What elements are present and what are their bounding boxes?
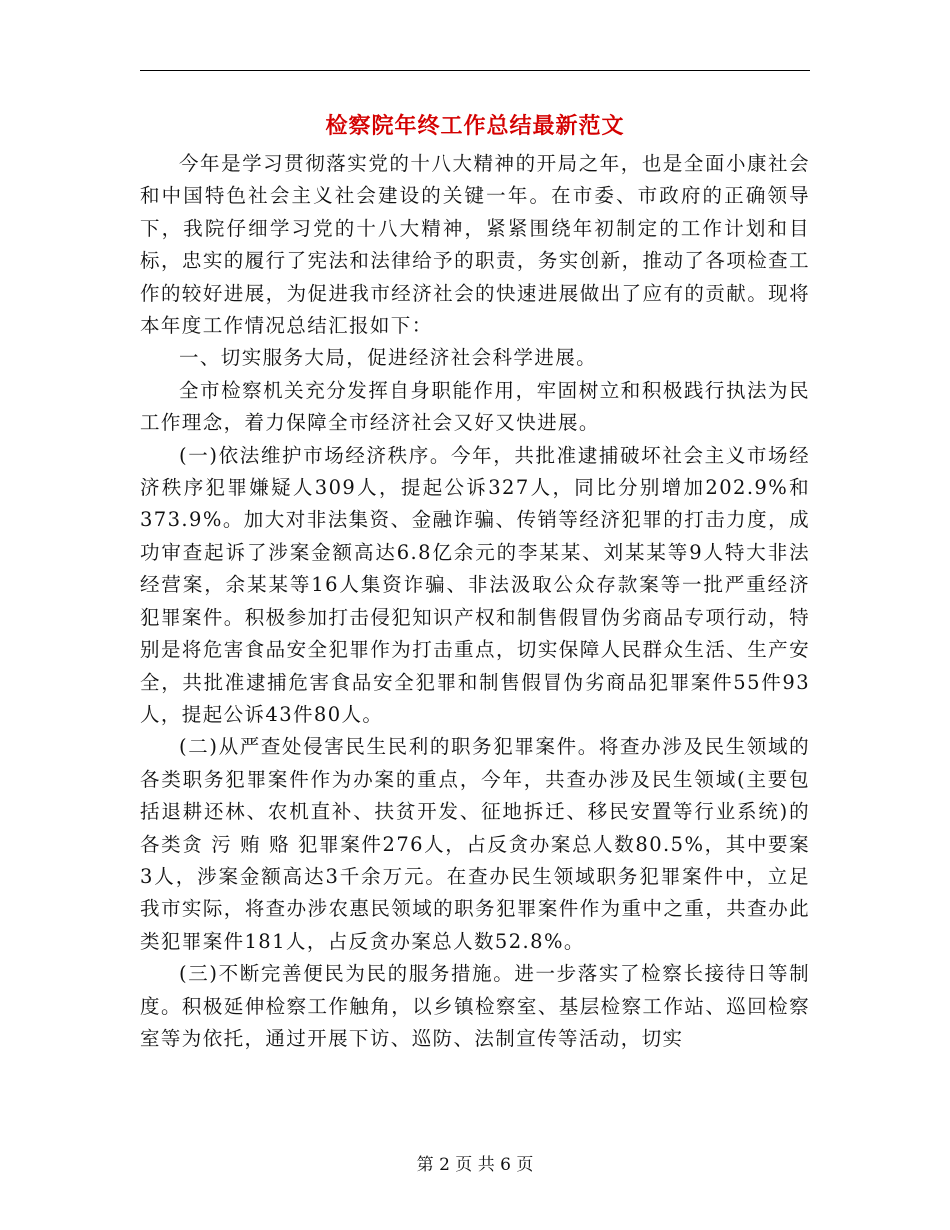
- paragraph-item-3: (三)不断完善便民为民的服务措施。进一步落实了检察长接待日等制度。积极延伸检察工作触角，以乡镇检察室、基层检察工作站、巡回检察室等为依托，通过开展下访、巡防、法制宣传等活动，切实: [140, 962, 810, 1050]
- paragraph-intro: 今年是学习贯彻落实党的十八大精神的开局之年，也是全面小康社会和中国特色社会主义社会建设的关键一年。在市委、市政府的正确领导下，我院仔细学习党的十八大精神，紧紧围绕年初制定的工作计划和目标，忠实的履行了宪法和法律给予的职责，务实创新，推动了各项检查工作的较好进展，为促进我市经济社会的快速进展做出了应有的贡献。现将本年度工作情况总结汇报如下：: [140, 152, 810, 338]
- page-number-footer: 第 2 页 共 6 页: [416, 1155, 534, 1175]
- paragraph-item-1: (一)依法维护市场经济秩序。今年，共批准逮捕破坏社会主义市场经济秩序犯罪嫌疑人309人，提起公诉327人，同比分别增加202.9%和373.9%。加大对非法集资、金融诈骗、传销等经济犯罪的打击力度，成功审查起诉了涉案金额高达6.8亿余元的李某某、刘某某等9人特大非法经营案，余某某等16人集资诈骗、非法汲取公众存款案等一批严重经济犯罪案件。积极参加打击侵犯知识产权和制售假冒伪劣商品专项行动，特别是将危害食品安全犯罪作为打击重点，切实保障人民群众生活、生产安全，共批准逮捕危害食品安全犯罪和制售假冒伪劣商品犯罪案件55件93人，提起公诉43件80人。: [140, 443, 810, 726]
- header-rule: [140, 70, 810, 71]
- paragraph-item-2: (二)从严查处侵害民生民利的职务犯罪案件。将查办涉及民生领域的各类职务犯罪案件作为办案的重点，今年，共查办涉及民生领域(主要包括退耕还林、农机直补、扶贫开发、征地拆迁、移民安置等行业系统)的各类贪 污 贿 赂 犯罪案件276人，占反贪办案总人数80.5%，其中要案3人，涉案金额高达3千余万元。在查办民生领域职务犯罪案件中，立足我市实际，将查办涉农惠民领域的职务犯罪案件作为重中之重，共查办此类犯罪案件181人，占反贪办案总人数52.8%。: [140, 735, 810, 953]
- document-title: 检察院年终工作总结最新范文: [325, 113, 625, 139]
- document-body: [140, 148, 810, 1055]
- paragraph-section-1: 全市检察机关充分发挥自身职能作用，牢固树立和积极践行执法为民工作理念，着力保障全市经济社会又好又快进展。: [140, 378, 810, 435]
- section-heading-1: 一、切实服务大局，促进经济社会科学进展。: [179, 346, 598, 370]
